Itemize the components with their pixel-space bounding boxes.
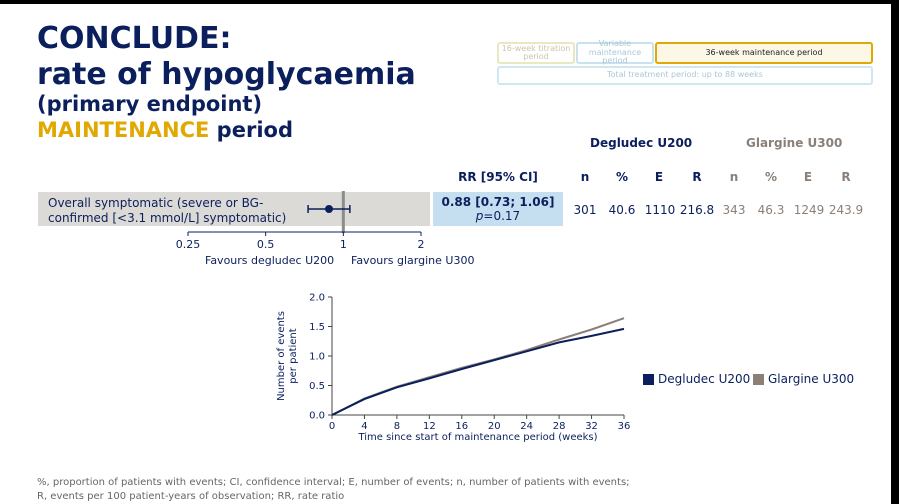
rr-value-box: [433, 192, 563, 226]
rr-value: 0.88 [0.73; 1.06]: [441, 195, 555, 209]
legend-item-degludec: [643, 372, 750, 386]
outcome-label: Overall symptomatic (severe or BG-confirmed [<3.1 mmol/L] symptomatic): [48, 196, 287, 225]
period-titration: 16-week titration period: [497, 42, 575, 64]
slide: [0, 4, 891, 504]
series-line-degludec-u200: [332, 329, 624, 415]
period-variable: Variable maintenance period: [576, 42, 654, 64]
period-total: Total treatment period: up to 88 weeks: [497, 66, 873, 85]
legend-swatch-glargine: [753, 374, 764, 385]
y-tick-label: 0.5: [309, 381, 325, 392]
col-header-n-gla: n: [729, 170, 739, 184]
x-tick-label: 36: [617, 421, 631, 432]
title-line-2: rate of hypoglycaemia: [37, 57, 416, 92]
footnote-line-1: %, proportion of patients with events; CI, confidence interval; E, number of events; n, number of patients with events;: [37, 477, 630, 488]
legend-item-glargine: [753, 372, 854, 386]
favours-right-label: Favours glargine U300: [351, 254, 475, 267]
cell-r-deg: 216.8: [679, 203, 715, 217]
cell-n-gla: 343: [722, 203, 746, 217]
col-header-n-deg: n: [580, 170, 590, 184]
title-line-3: (primary endpoint): [37, 92, 263, 116]
col-header-pct-gla: %: [764, 170, 778, 184]
series-line-glargine-u300: [332, 318, 624, 415]
col-header-r-gla: R: [841, 170, 851, 184]
p-value-number: =0.17: [483, 209, 521, 223]
y-tick-label: 1.0: [309, 351, 325, 363]
x-tick-label: 12: [422, 421, 436, 432]
col-header-e-deg: E: [654, 170, 664, 184]
col-header-r-deg: R: [692, 170, 702, 184]
p-label: p: [475, 209, 484, 223]
y-axis-label: Number of eventsper patient: [276, 311, 299, 401]
x-tick-label: 8: [393, 421, 401, 432]
favours-left-label: Favours degludec U200: [205, 254, 335, 267]
x-axis-label: Time since start of maintenance period (weeks): [358, 432, 598, 443]
x-tick-label: 4: [361, 421, 368, 432]
rr-header: RR [95% CI]: [458, 170, 538, 184]
x-tick-label: 24: [520, 421, 534, 432]
y-tick-label: 2.0: [309, 292, 325, 304]
x-tick-label: 28: [552, 421, 566, 432]
forest-tick-label: 0.5: [256, 238, 275, 251]
group-degludec-header: Degludec U200: [590, 136, 693, 150]
title-accent: MAINTENANCE: [37, 118, 210, 142]
p-value: [433, 209, 563, 223]
col-header-pct-deg: %: [615, 170, 629, 184]
y-tick-label: 1.5: [309, 322, 325, 333]
x-tick-label: 0: [328, 421, 336, 432]
cell-pct-deg: 40.6: [608, 203, 636, 217]
cumulative-events-chart: [260, 288, 640, 448]
legend-swatch-degludec: [643, 374, 654, 385]
y-tick-label: 0.0: [309, 410, 325, 422]
cell-r-gla: 243.9: [828, 203, 864, 217]
legend-label-glargine: Glargine U300: [768, 372, 855, 386]
footnote-line-2: R, events per 100 patient-years of observation; RR, rate ratio: [37, 490, 345, 502]
legend-label-degludec: Degludec U200: [658, 372, 751, 386]
group-glargine-header: Glargine U300: [746, 136, 843, 150]
title-line-4-rest: period: [209, 118, 293, 142]
cell-e-gla: 1249: [793, 203, 825, 217]
forest-tick-label: 2: [417, 238, 425, 251]
footnote: [37, 476, 630, 503]
cell-n-deg: 301: [573, 203, 597, 217]
forest-tick-label: 0.25: [175, 238, 201, 251]
x-tick-label: 16: [455, 421, 469, 432]
cell-e-deg: 1110: [644, 203, 676, 217]
point-estimate: [325, 205, 333, 213]
col-header-e-gla: E: [803, 170, 813, 184]
title-line-1: CONCLUDE:: [37, 21, 232, 56]
x-tick-label: 32: [585, 421, 598, 432]
forest-tick-label: 1: [339, 238, 347, 251]
x-tick-label: 20: [487, 421, 501, 432]
cell-pct-gla: 46.3: [757, 203, 785, 217]
period-maintenance: 36-week maintenance period: [655, 42, 873, 64]
